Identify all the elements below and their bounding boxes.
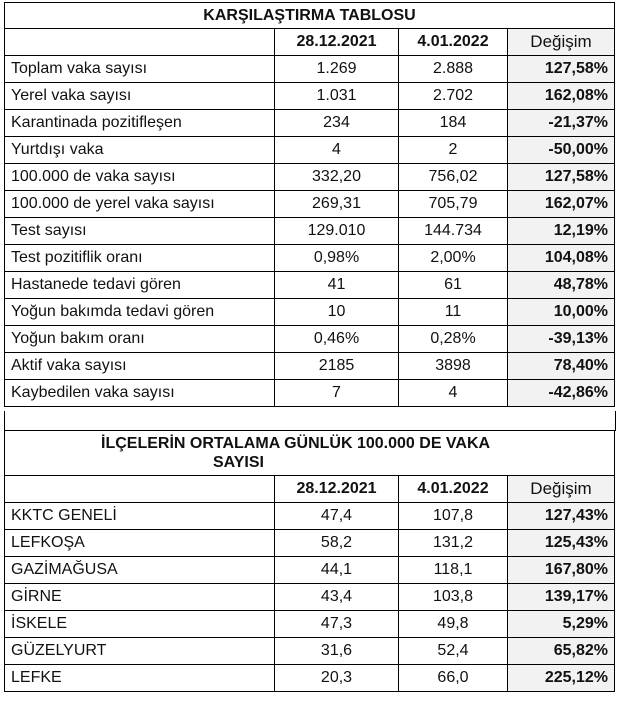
row-label: Kaybedilen vaka sayısı <box>5 380 275 407</box>
row-label: Yurtdışı vaka <box>5 137 275 164</box>
value-date-2: 2 <box>399 137 508 164</box>
table-row <box>5 326 615 353</box>
table-row <box>5 164 615 191</box>
district-title-line2: SAYISI <box>213 454 264 471</box>
row-label: Test pozitiflik oranı <box>5 245 275 272</box>
row-label: Hastanede tedavi gören <box>5 272 275 299</box>
row-label: KKTC GENELİ <box>5 503 275 530</box>
table-row <box>5 110 615 137</box>
change-value: 125,43% <box>508 530 615 557</box>
district-row <box>5 530 615 557</box>
table-row <box>5 218 615 245</box>
value-date-2: 131,2 <box>399 530 508 557</box>
value-date-2: 2.702 <box>399 83 508 110</box>
change-value: 5,29% <box>508 611 615 638</box>
value-date-2: 756,02 <box>399 164 508 191</box>
district-row <box>5 503 615 530</box>
value-date-2: 184 <box>399 110 508 137</box>
header-date-1: 28.12.2021 <box>275 476 399 503</box>
row-label: LEFKOŞA <box>5 530 275 557</box>
row-label: 100.000 de vaka sayısı <box>5 164 275 191</box>
change-value: 139,17% <box>508 584 615 611</box>
header-change: Değişim <box>508 476 615 503</box>
value-date-1: 44,1 <box>275 557 399 584</box>
district-table-title <box>5 431 615 476</box>
table-row <box>5 56 615 83</box>
table-row <box>5 380 615 407</box>
district-row <box>5 611 615 638</box>
value-date-1: 43,4 <box>275 584 399 611</box>
value-date-1: 1.031 <box>275 83 399 110</box>
value-date-1: 4 <box>275 137 399 164</box>
row-label: Aktif vaka sayısı <box>5 353 275 380</box>
value-date-2: 2.888 <box>399 56 508 83</box>
value-date-1: 0,46% <box>275 326 399 353</box>
table-row <box>5 245 615 272</box>
value-date-2: 0,28% <box>399 326 508 353</box>
district-title-line1: İLÇELERİN ORTALAMA GÜNLÜK 100.000 DE VAKA <box>101 435 491 452</box>
row-label: Yerel vaka sayısı <box>5 83 275 110</box>
row-label: GÜZELYURT <box>5 638 275 665</box>
value-date-1: 1.269 <box>275 56 399 83</box>
table-row <box>5 191 615 218</box>
header-change: Değişim <box>508 29 615 56</box>
table-row <box>5 137 615 164</box>
change-value: 162,07% <box>508 191 615 218</box>
change-value: 65,82% <box>508 638 615 665</box>
change-value: 48,78% <box>508 272 615 299</box>
change-value: 12,19% <box>508 218 615 245</box>
district-row <box>5 557 615 584</box>
row-label: LEFKE <box>5 665 275 692</box>
value-date-2: 118,1 <box>399 557 508 584</box>
value-date-2: 4 <box>399 380 508 407</box>
value-date-1: 47,3 <box>275 611 399 638</box>
value-date-2: 49,8 <box>399 611 508 638</box>
change-value: 127,58% <box>508 56 615 83</box>
value-date-1: 58,2 <box>275 530 399 557</box>
change-value: 127,58% <box>508 164 615 191</box>
value-date-2: 144.734 <box>399 218 508 245</box>
row-label: Yoğun bakım oranı <box>5 326 275 353</box>
change-value: -42,86% <box>508 380 615 407</box>
row-label: 100.000 de yerel vaka sayısı <box>5 191 275 218</box>
row-label: GAZİMAĞUSA <box>5 557 275 584</box>
value-date-2: 52,4 <box>399 638 508 665</box>
value-date-1: 129.010 <box>275 218 399 245</box>
value-date-2: 3898 <box>399 353 508 380</box>
row-label: GİRNE <box>5 584 275 611</box>
value-date-1: 7 <box>275 380 399 407</box>
header-blank <box>5 29 275 56</box>
value-date-1: 31,6 <box>275 638 399 665</box>
value-date-1: 10 <box>275 299 399 326</box>
header-date-2: 4.01.2022 <box>399 476 508 503</box>
value-date-2: 66,0 <box>399 665 508 692</box>
change-value: 104,08% <box>508 245 615 272</box>
district-header-row <box>5 476 615 503</box>
district-row <box>5 665 615 692</box>
value-date-1: 47,4 <box>275 503 399 530</box>
value-date-2: 2,00% <box>399 245 508 272</box>
header-blank <box>5 476 275 503</box>
comparison-header-row <box>5 29 615 56</box>
value-date-1: 41 <box>275 272 399 299</box>
change-value: 225,12% <box>508 665 615 692</box>
row-label: Toplam vaka sayısı <box>5 56 275 83</box>
value-date-1: 234 <box>275 110 399 137</box>
district-row <box>5 584 615 611</box>
value-date-1: 0,98% <box>275 245 399 272</box>
header-date-2: 4.01.2022 <box>399 29 508 56</box>
table-separator <box>4 411 616 431</box>
change-value: -21,37% <box>508 110 615 137</box>
comparison-table-title: KARŞILAŞTIRMA TABLOSU <box>5 3 615 29</box>
table-row <box>5 272 615 299</box>
value-date-2: 61 <box>399 272 508 299</box>
change-value: 167,80% <box>508 557 615 584</box>
change-value: 162,08% <box>508 83 615 110</box>
change-value: -39,13% <box>508 326 615 353</box>
row-label: Yoğun bakımda tedavi gören <box>5 299 275 326</box>
row-label: Test sayısı <box>5 218 275 245</box>
header-date-1: 28.12.2021 <box>275 29 399 56</box>
value-date-1: 20,3 <box>275 665 399 692</box>
change-value: 10,00% <box>508 299 615 326</box>
value-date-2: 11 <box>399 299 508 326</box>
change-value: -50,00% <box>508 137 615 164</box>
value-date-1: 332,20 <box>275 164 399 191</box>
table-row <box>5 299 615 326</box>
value-date-2: 103,8 <box>399 584 508 611</box>
district-table <box>4 430 615 692</box>
change-value: 78,40% <box>508 353 615 380</box>
value-date-2: 705,79 <box>399 191 508 218</box>
table-row <box>5 353 615 380</box>
table-row <box>5 83 615 110</box>
change-value: 127,43% <box>508 503 615 530</box>
district-row <box>5 638 615 665</box>
value-date-2: 107,8 <box>399 503 508 530</box>
comparison-table <box>4 2 615 407</box>
value-date-1: 2185 <box>275 353 399 380</box>
value-date-1: 269,31 <box>275 191 399 218</box>
row-label: İSKELE <box>5 611 275 638</box>
row-label: Karantinada pozitifleşen <box>5 110 275 137</box>
